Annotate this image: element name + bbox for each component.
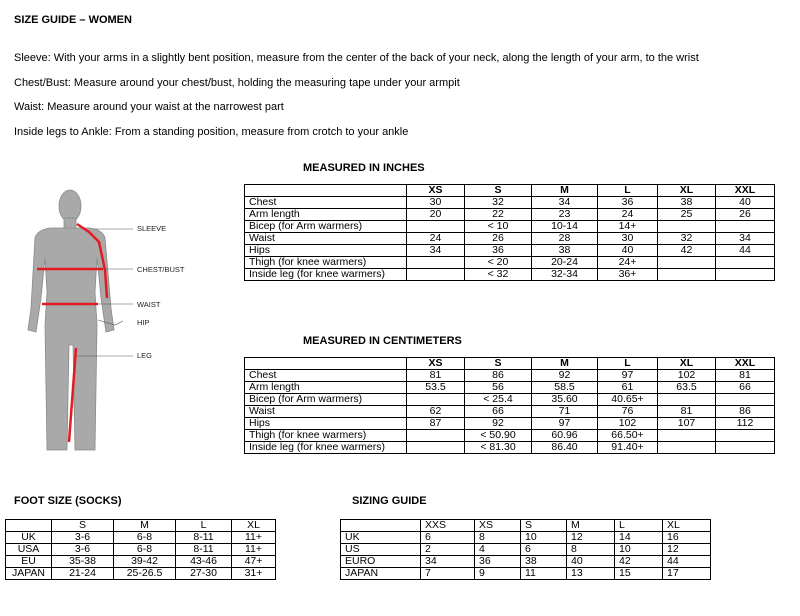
row-label: JAPAN bbox=[341, 568, 421, 580]
label-sleeve: SLEEVE bbox=[137, 224, 167, 233]
column-header: M bbox=[567, 520, 615, 532]
row-label: Inside leg (for knee warmers) bbox=[245, 442, 407, 454]
table-row bbox=[6, 532, 276, 544]
header-row bbox=[341, 520, 711, 532]
row-label: Thigh (for knee warmers) bbox=[245, 430, 407, 442]
table-cell bbox=[407, 257, 465, 269]
table-cell: 92 bbox=[532, 370, 598, 382]
table-row bbox=[245, 233, 775, 245]
table-cell: 14+ bbox=[598, 221, 658, 233]
table-cell: 10 bbox=[615, 544, 663, 556]
table-cell: 71 bbox=[532, 406, 598, 418]
label-leg: LEG bbox=[137, 351, 153, 360]
table-cell: 40 bbox=[567, 556, 615, 568]
table-cell: 42 bbox=[658, 245, 716, 257]
centimeters-heading: MEASURED IN CENTIMETERS bbox=[303, 335, 462, 347]
inches-heading: MEASURED IN INCHES bbox=[303, 162, 425, 174]
table-cell: 13 bbox=[567, 568, 615, 580]
table-cell bbox=[716, 257, 775, 269]
table-cell: 63.5 bbox=[658, 382, 716, 394]
table-row bbox=[6, 544, 276, 556]
table-cell bbox=[407, 221, 465, 233]
table-cell: 25-26.5 bbox=[114, 568, 176, 580]
table-cell: < 81.30 bbox=[465, 442, 532, 454]
table-cell: 8-11 bbox=[176, 544, 232, 556]
table-cell: 31+ bbox=[232, 568, 276, 580]
row-label: Bicep (for Arm warmers) bbox=[245, 394, 407, 406]
table-cell: 3-6 bbox=[52, 532, 114, 544]
instruction-sleeve: Sleeve: With your arms in a slightly bent position, measure from the center of the back of your neck, along the length of your arm, to the wrist bbox=[14, 52, 699, 64]
table-row bbox=[245, 370, 775, 382]
table-cell: 11+ bbox=[232, 532, 276, 544]
column-header: XL bbox=[658, 185, 716, 197]
table-cell: < 25.4 bbox=[465, 394, 532, 406]
centimeters-table bbox=[244, 357, 775, 454]
row-label: Thigh (for knee warmers) bbox=[245, 257, 407, 269]
table-cell: 81 bbox=[716, 370, 775, 382]
table-cell: 34 bbox=[532, 197, 598, 209]
column-header: L bbox=[176, 520, 232, 532]
foot-size-heading: FOOT SIZE (SOCKS) bbox=[14, 495, 122, 507]
column-header: L bbox=[598, 185, 658, 197]
table-cell: 2 bbox=[421, 544, 475, 556]
table-cell: < 50.90 bbox=[465, 430, 532, 442]
table-cell: 60.96 bbox=[532, 430, 598, 442]
table-cell bbox=[716, 269, 775, 281]
header-row bbox=[245, 185, 775, 197]
label-hip: HIP bbox=[137, 318, 150, 327]
table-row bbox=[245, 221, 775, 233]
table-cell bbox=[407, 442, 465, 454]
body-figure-illustration bbox=[15, 180, 205, 470]
table-cell: 102 bbox=[658, 370, 716, 382]
row-label: Bicep (for Arm warmers) bbox=[245, 221, 407, 233]
foot-size-table bbox=[5, 519, 276, 580]
table-cell: 81 bbox=[407, 370, 465, 382]
table-cell: 35-38 bbox=[52, 556, 114, 568]
table-cell: 97 bbox=[598, 370, 658, 382]
table-cell: 28 bbox=[532, 233, 598, 245]
table-cell: 34 bbox=[421, 556, 475, 568]
instruction-inside-leg: Inside legs to Ankle: From a standing position, measure from crotch to your ankle bbox=[14, 126, 409, 138]
table-cell: 30 bbox=[407, 197, 465, 209]
table-cell: 23 bbox=[532, 209, 598, 221]
column-header: S bbox=[521, 520, 567, 532]
label-waist: WAIST bbox=[137, 300, 161, 309]
table-cell: 38 bbox=[521, 556, 567, 568]
table-row bbox=[245, 197, 775, 209]
table-cell: 3-6 bbox=[52, 544, 114, 556]
table-row bbox=[245, 269, 775, 281]
table-row bbox=[341, 568, 711, 580]
row-label: JAPAN bbox=[6, 568, 52, 580]
table-cell: 4 bbox=[475, 544, 521, 556]
table-cell bbox=[407, 269, 465, 281]
table-cell: 36 bbox=[598, 197, 658, 209]
column-header: XS bbox=[407, 358, 465, 370]
row-label: Hips bbox=[245, 245, 407, 257]
table-row bbox=[245, 382, 775, 394]
table-row bbox=[341, 556, 711, 568]
table-cell: 44 bbox=[716, 245, 775, 257]
table-cell: 9 bbox=[475, 568, 521, 580]
column-header: XL bbox=[663, 520, 711, 532]
table-cell: 8-11 bbox=[176, 532, 232, 544]
table-cell: 58.5 bbox=[532, 382, 598, 394]
column-header: XXL bbox=[716, 185, 775, 197]
row-label: Chest bbox=[245, 197, 407, 209]
column-header: S bbox=[465, 185, 532, 197]
instruction-chest: Chest/Bust: Measure around your chest/bust, holding the measuring tape under your armpit bbox=[14, 77, 460, 89]
inches-table bbox=[244, 184, 775, 281]
table-cell: 7 bbox=[421, 568, 475, 580]
table-cell bbox=[716, 221, 775, 233]
table-row bbox=[245, 394, 775, 406]
column-header: L bbox=[615, 520, 663, 532]
table-cell: 10 bbox=[521, 532, 567, 544]
table-cell: 6-8 bbox=[114, 532, 176, 544]
row-label: Hips bbox=[245, 418, 407, 430]
table-cell: 40 bbox=[598, 245, 658, 257]
table-cell: 87 bbox=[407, 418, 465, 430]
table-row bbox=[245, 442, 775, 454]
table-cell: 14 bbox=[615, 532, 663, 544]
table-cell: 25 bbox=[658, 209, 716, 221]
table-cell bbox=[407, 430, 465, 442]
row-label: UK bbox=[6, 532, 52, 544]
table-cell: 35.60 bbox=[532, 394, 598, 406]
table-cell: 76 bbox=[598, 406, 658, 418]
table-cell: 30 bbox=[598, 233, 658, 245]
column-header: S bbox=[465, 358, 532, 370]
row-label: US bbox=[341, 544, 421, 556]
table-row bbox=[245, 257, 775, 269]
table-cell: 36 bbox=[465, 245, 532, 257]
table-cell: 38 bbox=[658, 197, 716, 209]
table-cell: 47+ bbox=[232, 556, 276, 568]
table-cell: 92 bbox=[465, 418, 532, 430]
table-cell: 6 bbox=[521, 544, 567, 556]
row-label: Inside leg (for knee warmers) bbox=[245, 269, 407, 281]
table-row bbox=[341, 532, 711, 544]
table-cell: < 32 bbox=[465, 269, 532, 281]
table-cell: 32 bbox=[465, 197, 532, 209]
row-label: EURO bbox=[341, 556, 421, 568]
table-cell: 32 bbox=[658, 233, 716, 245]
table-cell: 40 bbox=[716, 197, 775, 209]
label-chest-bust: CHEST/BUST bbox=[137, 265, 185, 274]
table-cell: 15 bbox=[615, 568, 663, 580]
table-cell: 86 bbox=[465, 370, 532, 382]
table-cell: 81 bbox=[658, 406, 716, 418]
table-cell: 26 bbox=[716, 209, 775, 221]
column-header: L bbox=[598, 358, 658, 370]
body-measurement-figure bbox=[15, 180, 205, 470]
table-cell: 97 bbox=[532, 418, 598, 430]
row-label: Chest bbox=[245, 370, 407, 382]
table-cell bbox=[658, 442, 716, 454]
table-cell bbox=[658, 430, 716, 442]
row-label: Waist bbox=[245, 233, 407, 245]
table-cell: 24 bbox=[407, 233, 465, 245]
row-label: USA bbox=[6, 544, 52, 556]
table-cell: 62 bbox=[407, 406, 465, 418]
column-header: M bbox=[532, 358, 598, 370]
table-cell bbox=[716, 430, 775, 442]
table-row bbox=[245, 430, 775, 442]
table-cell: 43-46 bbox=[176, 556, 232, 568]
table-cell bbox=[658, 269, 716, 281]
table-cell: 26 bbox=[465, 233, 532, 245]
column-header: XS bbox=[475, 520, 521, 532]
column-header: M bbox=[114, 520, 176, 532]
row-label: Arm length bbox=[245, 382, 407, 394]
table-cell: 53.5 bbox=[407, 382, 465, 394]
table-row bbox=[6, 556, 276, 568]
table-row bbox=[245, 245, 775, 257]
table-cell: 38 bbox=[532, 245, 598, 257]
table-cell: 8 bbox=[475, 532, 521, 544]
table-cell: 20-24 bbox=[532, 257, 598, 269]
table-cell: 11+ bbox=[232, 544, 276, 556]
column-header: XL bbox=[658, 358, 716, 370]
column-header: XS bbox=[407, 185, 465, 197]
table-cell: < 20 bbox=[465, 257, 532, 269]
instruction-waist: Waist: Measure around your waist at the narrowest part bbox=[14, 101, 284, 113]
table-cell bbox=[716, 394, 775, 406]
table-cell: 86 bbox=[716, 406, 775, 418]
table-cell: < 10 bbox=[465, 221, 532, 233]
column-header bbox=[341, 520, 421, 532]
header-row bbox=[6, 520, 276, 532]
row-label: Waist bbox=[245, 406, 407, 418]
table-cell: 34 bbox=[407, 245, 465, 257]
header-row bbox=[245, 358, 775, 370]
table-cell: 36+ bbox=[598, 269, 658, 281]
table-cell: 66 bbox=[465, 406, 532, 418]
table-cell: 12 bbox=[663, 544, 711, 556]
sizing-guide-table bbox=[340, 519, 711, 580]
table-cell: 40.65+ bbox=[598, 394, 658, 406]
column-header: XL bbox=[232, 520, 276, 532]
column-header bbox=[6, 520, 52, 532]
table-cell: 27-30 bbox=[176, 568, 232, 580]
table-cell bbox=[658, 221, 716, 233]
column-header bbox=[245, 358, 407, 370]
table-cell: 32-34 bbox=[532, 269, 598, 281]
table-cell: 6 bbox=[421, 532, 475, 544]
table-cell bbox=[716, 442, 775, 454]
table-cell: 8 bbox=[567, 544, 615, 556]
table-cell: 61 bbox=[598, 382, 658, 394]
row-label: EU bbox=[6, 556, 52, 568]
table-row bbox=[245, 209, 775, 221]
table-row bbox=[245, 418, 775, 430]
row-label: Arm length bbox=[245, 209, 407, 221]
table-cell: 34 bbox=[716, 233, 775, 245]
table-cell: 107 bbox=[658, 418, 716, 430]
table-cell: 10-14 bbox=[532, 221, 598, 233]
table-cell: 22 bbox=[465, 209, 532, 221]
table-cell: 16 bbox=[663, 532, 711, 544]
table-cell: 56 bbox=[465, 382, 532, 394]
table-row bbox=[6, 568, 276, 580]
table-cell: 11 bbox=[521, 568, 567, 580]
table-cell bbox=[658, 394, 716, 406]
table-cell: 66.50+ bbox=[598, 430, 658, 442]
column-header: S bbox=[52, 520, 114, 532]
table-cell: 44 bbox=[663, 556, 711, 568]
column-header: M bbox=[532, 185, 598, 197]
table-cell: 86.40 bbox=[532, 442, 598, 454]
table-cell: 91.40+ bbox=[598, 442, 658, 454]
table-cell: 12 bbox=[567, 532, 615, 544]
table-cell: 39-42 bbox=[114, 556, 176, 568]
column-header: XXS bbox=[421, 520, 475, 532]
table-cell: 24+ bbox=[598, 257, 658, 269]
page-title: SIZE GUIDE – WOMEN bbox=[14, 14, 132, 26]
column-header bbox=[245, 185, 407, 197]
column-header: XXL bbox=[716, 358, 775, 370]
table-cell bbox=[658, 257, 716, 269]
table-cell: 20 bbox=[407, 209, 465, 221]
table-cell: 102 bbox=[598, 418, 658, 430]
table-row bbox=[245, 406, 775, 418]
table-cell: 66 bbox=[716, 382, 775, 394]
sizing-guide-heading: SIZING GUIDE bbox=[352, 495, 427, 507]
row-label: UK bbox=[341, 532, 421, 544]
table-cell bbox=[407, 394, 465, 406]
table-cell: 17 bbox=[663, 568, 711, 580]
table-cell: 6-8 bbox=[114, 544, 176, 556]
table-cell: 112 bbox=[716, 418, 775, 430]
table-cell: 42 bbox=[615, 556, 663, 568]
table-cell: 36 bbox=[475, 556, 521, 568]
table-row bbox=[341, 544, 711, 556]
table-cell: 24 bbox=[598, 209, 658, 221]
table-cell: 21-24 bbox=[52, 568, 114, 580]
